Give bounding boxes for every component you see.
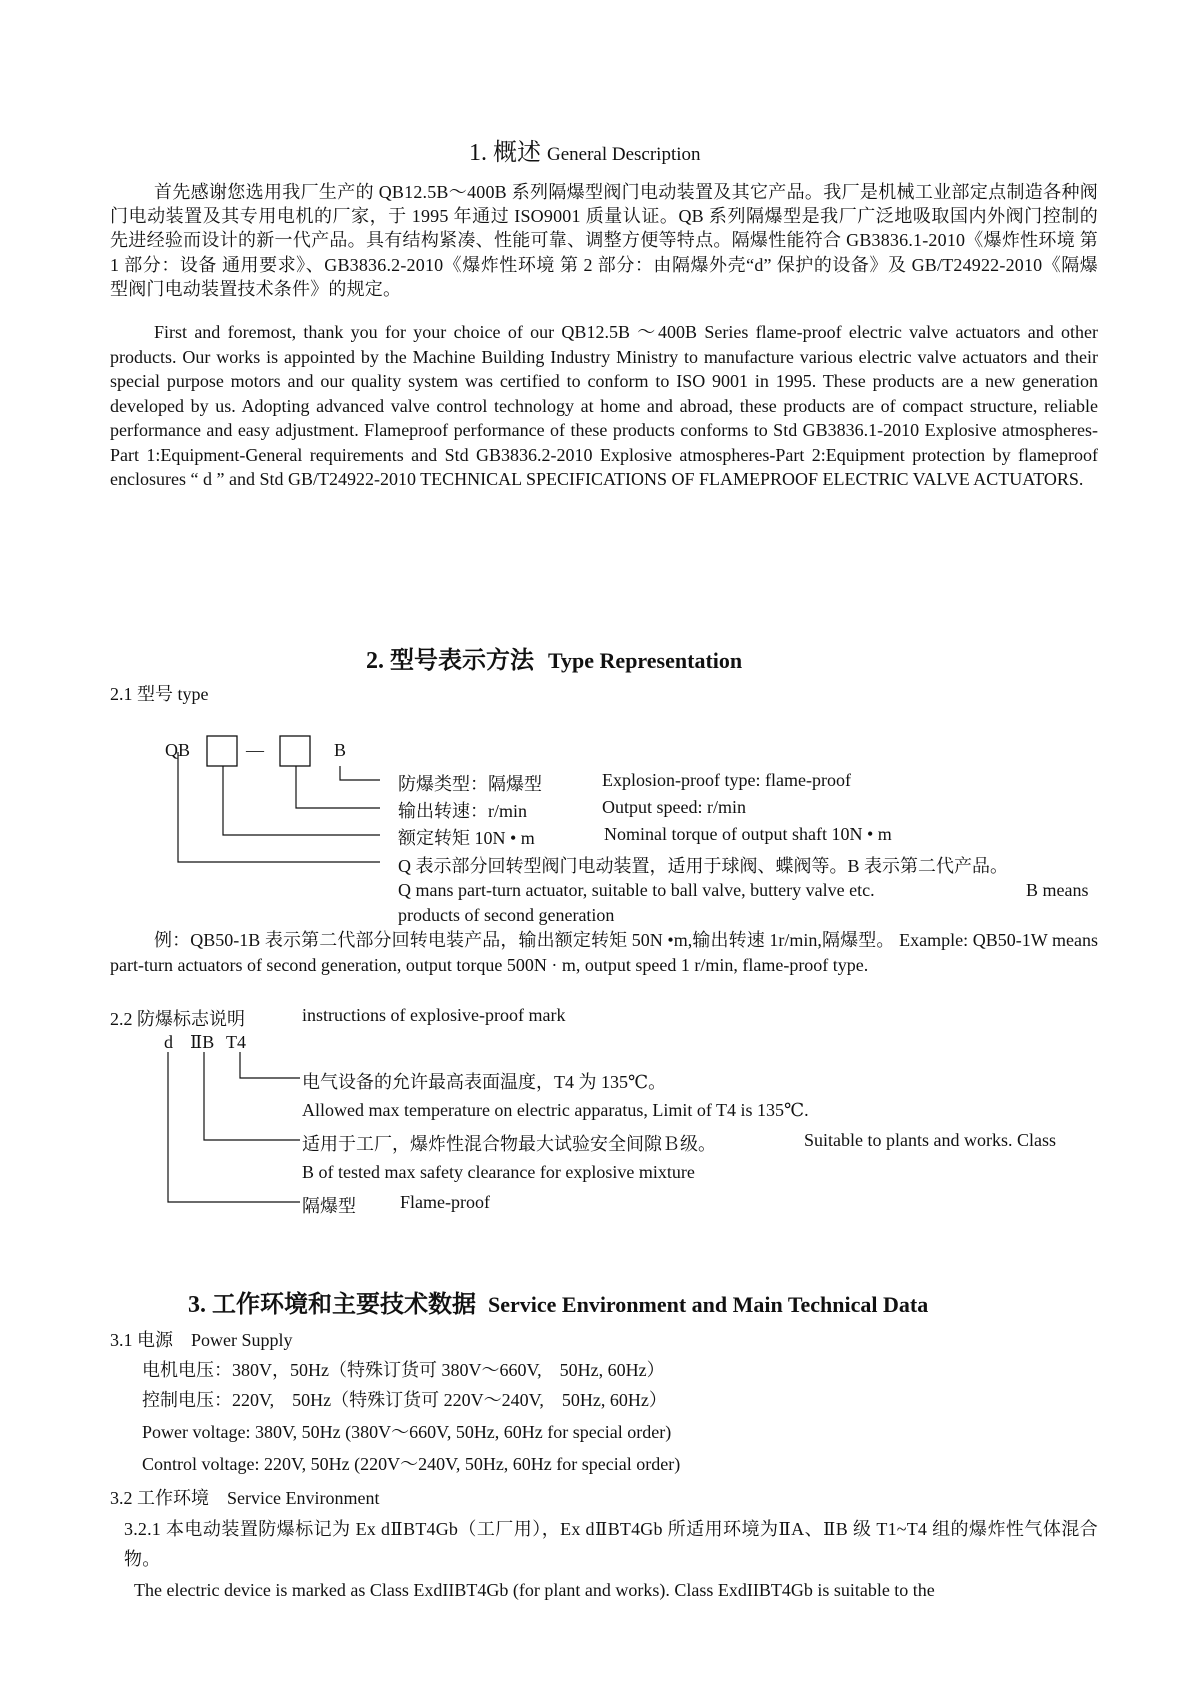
type-dash: — bbox=[246, 740, 264, 760]
section3-2-1-zh: 3.2.1 本电动装置防爆标记为 Ex dⅡBT4Gb（工厂用），Ex dⅡBT4Gb 所适用环境为ⅡA、ⅡB 级 T1~T4 组的爆炸性气体混合物。 bbox=[124, 1519, 1098, 1569]
section2-sub1: 2.1 型号 type bbox=[110, 684, 209, 704]
type-example: 例：QB50-1B 表示第二代部分回转电装产品，输出额定转矩 50N •m,输出转速 1r/min,隔爆型。 Example: QB50-1W means part-turn actuators of second generation, output torque 500N · m, output speed 1 r/min, flame-proof type. bbox=[110, 930, 1098, 975]
section3-heading bbox=[188, 1284, 928, 1319]
mark-row3-zh: 隔爆型 bbox=[302, 1196, 356, 1216]
type-box-torque bbox=[207, 736, 237, 766]
type-row4-zh: Q 表示部分回转型阀门电动装置，适用于球阀、蝶阀等。B 表示第二代产品。 bbox=[398, 856, 1009, 876]
type-row3-zh: 额定转矩 10N • m bbox=[398, 828, 535, 848]
section1-heading-en: General Description bbox=[547, 144, 701, 165]
mark-row1-en: Allowed max temperature on electric apparatus, Limit of T4 is 135℃. bbox=[302, 1100, 809, 1120]
mark-row1-zh: 电气设备的允许最高表面温度，T4 为 135℃。 bbox=[302, 1072, 667, 1092]
section1-paragraph-zh: 首先感谢您选用我厂生产的 QB12.5B～400B 系列隔爆型阀门电动装置及其它产品。我厂是机械工业部定点制造各种阀门电动装置及其专用电机的厂家，于 1995 年通过 ISO9001 质量认证。QB 系列隔爆型是我厂广泛地吸取国内外阀门控制的先进经验而设计的新一代产品。具有结构紧凑、性能可靠、调整方便等特点。隔爆性能符合 GB3836.1-2010《爆炸性环境 第 1 部分：设备 通用要求》、GB3836.2-2010《爆炸性环境 第 2 部分：由隔爆外壳“d” 保护的设备》及 GB/T24922-2010《隔爆型阀门电动装置技术条件》的规定。 bbox=[110, 182, 1098, 299]
section3-heading-en: Service Environment and Main Technical Data bbox=[488, 1292, 929, 1317]
control-voltage-zh: 控制电压：220V, 50Hz（特殊订货可 220V～240V, 50Hz, 60Hz） bbox=[142, 1390, 667, 1410]
mark-iib: ⅡB bbox=[190, 1032, 215, 1052]
type-row2-zh: 输出转速：r/min bbox=[398, 801, 527, 821]
section3-sub2: 3.2 工作环境 Service Environment bbox=[110, 1488, 380, 1508]
section3-sub1: 3.1 电源 Power Supply bbox=[110, 1330, 293, 1350]
section2-sub2-en: instructions of explosive-proof mark bbox=[302, 1005, 566, 1025]
type-row4-en-c: products of second generation bbox=[398, 905, 615, 925]
power-voltage-zh: 电机电压：380V，50Hz（特殊订货可 380V～660V, 50Hz, 60Hz） bbox=[142, 1360, 665, 1380]
type-prefix: QB bbox=[165, 740, 191, 760]
section1-paragraph-en: First and foremost, thank you for your choice of our QB12.5B ～400B Series flame-proof electric valve actuators and other products. Our works is appointed by the Machine Building Industry Ministry to manufacture various electric valve actuators and their special purpose motors and our quality system was certified to conform to ISO 9001 in 1995. These products are a new generation developed by us. Adopting advanced valve control technology at home and abroad, these products are of compact structure, reliable performance and easy adjustment. Flameproof performance of these products conforms to Std GB3836.1-2010 Explosive atmospheres-Part 1:Equipment-General requirements and Std GB3836.2-2010 Explosive atmospheres-Part 2:Equipment protection by flameproof enclosures “ d ” and Std GB/T24922-2010 TECHNICAL SPECIFICATIONS OF FLAMEPROOF ELECTRIC VALVE ACTUATORS. bbox=[110, 322, 1098, 489]
mark-t4: T4 bbox=[226, 1032, 246, 1052]
type-box-speed bbox=[280, 736, 310, 766]
control-voltage-en: Control voltage: 220V, 50Hz (220V～240V, 50Hz, 60Hz for special order) bbox=[142, 1454, 681, 1474]
type-row4-en-a: Q mans part-turn actuator, suitable to ball valve, buttery valve etc. bbox=[398, 880, 875, 900]
type-row3-en: Nominal torque of output shaft 10N • m bbox=[604, 824, 892, 844]
section3-heading-zh: 3. 工作环境和主要技术数据 bbox=[188, 1292, 476, 1318]
mark-row2-en-b: B of tested max safety clearance for explosive mixture bbox=[302, 1162, 695, 1182]
mark-row3-en: Flame-proof bbox=[400, 1192, 490, 1212]
type-suffix: B bbox=[334, 740, 347, 760]
section2-sub2-zh: 2.2 防爆标志说明 bbox=[110, 1009, 245, 1029]
type-row1-en: Explosion-proof type: flame-proof bbox=[602, 770, 851, 790]
type-row4-en-b: B means bbox=[1026, 880, 1089, 900]
mark-d: d bbox=[164, 1032, 173, 1052]
type-row1-zh: 防爆类型：隔爆型 bbox=[398, 774, 542, 794]
mark-row2-en-a: Suitable to plants and works. Class bbox=[804, 1130, 1056, 1150]
section2-heading-en: Type Representation bbox=[548, 648, 743, 673]
section3-2-1-en: The electric device is marked as Class ExdIIBT4Gb (for plant and works). Class ExdIIBT4Gb is suitable to the bbox=[134, 1580, 935, 1600]
power-voltage-en: Power voltage: 380V, 50Hz (380V～660V, 50Hz, 60Hz for special order) bbox=[142, 1422, 672, 1442]
type-row2-en: Output speed: r/min bbox=[602, 797, 746, 817]
mark-row2-zh: 适用于工厂，爆炸性混合物最大试验安全间隙Ｂ级。 bbox=[302, 1134, 716, 1154]
section2-heading-zh: 2. 型号表示方法 bbox=[366, 648, 534, 674]
section1-heading-zh: 1. 概述 bbox=[469, 140, 541, 166]
